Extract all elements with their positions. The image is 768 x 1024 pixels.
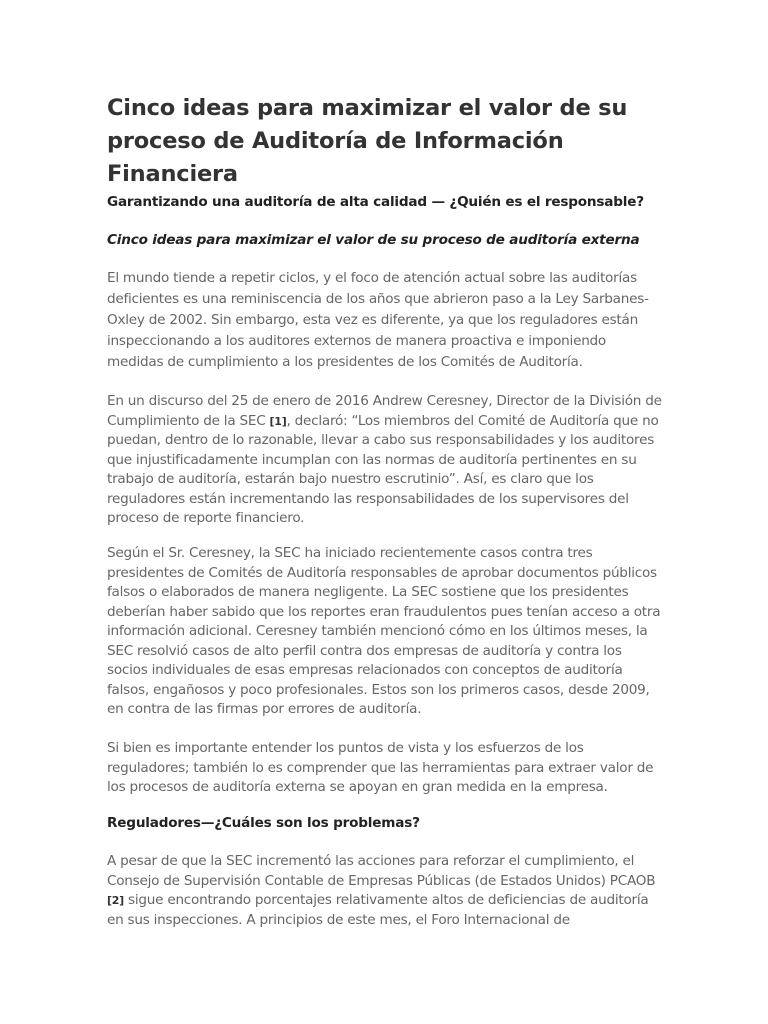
subtitle-heading: Garantizando una auditoría de alta calidad — ¿Quién es el responsable? — [107, 194, 644, 210]
footnote-ref-2[interactable]: [2] — [107, 894, 124, 907]
subtitle-italic: Cinco ideas para maximizar el valor de su proceso de auditoría externa — [107, 232, 640, 248]
paragraph-3: Según el Sr. Ceresney, la SEC ha iniciado recientemente casos contra tres presidentes de Comités de Auditoría responsables de aprobar documentos públicos falsos o elaborados de manera negligente. La SEC sostiene que los presidentes deberían haber sabido que los reportes eran fraudulentos pues tenían acceso a otra información adicional. Ceresney también mencionó cómo en los últimos meses, la SEC resolvió casos de alto perfil contra dos empresas de auditoría y contra los socios individuales de esas empresas relacionados con conceptos de auditoría falsos, engañosos y poco profesionales. Estos son los primeros casos, desde 2009, en contra de las firmas por errores de auditoría. — [107, 545, 661, 717]
paragraph-2-text-b: , declaró: “Los miembros del Comité de Auditoría que no puedan, dentro de lo razonable, llevar a cabo sus responsabilidades y los auditores que injustificadamente incumplan con las normas de auditoría pertinentes en su trabajo de auditoría, estarán bajo nuestro escrutinio”. Así, es claro que los reguladores están incrementando las responsabilidades de los supervisores del proceso de reporte financiero. — [107, 412, 659, 526]
paragraph-2-text-a: En un discurso del 25 de enero de 2016 Andrew Ceresney, Director de la División de Cumplimiento de la SEC — [107, 393, 662, 429]
paragraph-5 — [107, 852, 663, 930]
paragraph-2 — [107, 392, 663, 529]
paragraph-1: El mundo tiende a repetir ciclos, y el foco de atención actual sobre las auditorías deficientes es una reminiscencia de los años que abrieron paso a la Ley Sarbanes-Oxley de 2002. Sin embargo, esta vez es diferente, ya que los reguladores están inspeccionando a los auditores externos de manera proactiva e imponiendo medidas de cumplimiento a los presidentes de los Comités de Auditoría. — [107, 270, 649, 370]
document-title: Cinco ideas para maximizar el valor de su proceso de Auditoría de Información Financiera — [107, 95, 628, 187]
paragraph-5-text-a: A pesar de que la SEC incrementó las acciones para reforzar el cumplimiento, el Consejo de Supervisión Contable de Empresas Públicas (de Estados Unidos) PCAOB — [107, 853, 656, 889]
paragraph-4: Si bien es importante entender los puntos de vista y los esfuerzos de los reguladores; también lo es comprender que las herramientas para extraer valor de los procesos de auditoría externa se apoyan en gran medida en la empresa. — [107, 740, 654, 795]
paragraph-5-text-b: sigue encontrando porcentajes relativamente altos de deficiencias de auditoría en sus inspecciones. A principios de este mes, el Foro Internacional de — [107, 892, 649, 928]
section-heading-reguladores: Reguladores—¿Cuáles son los problemas? — [107, 815, 420, 831]
footnote-ref-1[interactable]: [1] — [269, 414, 287, 428]
